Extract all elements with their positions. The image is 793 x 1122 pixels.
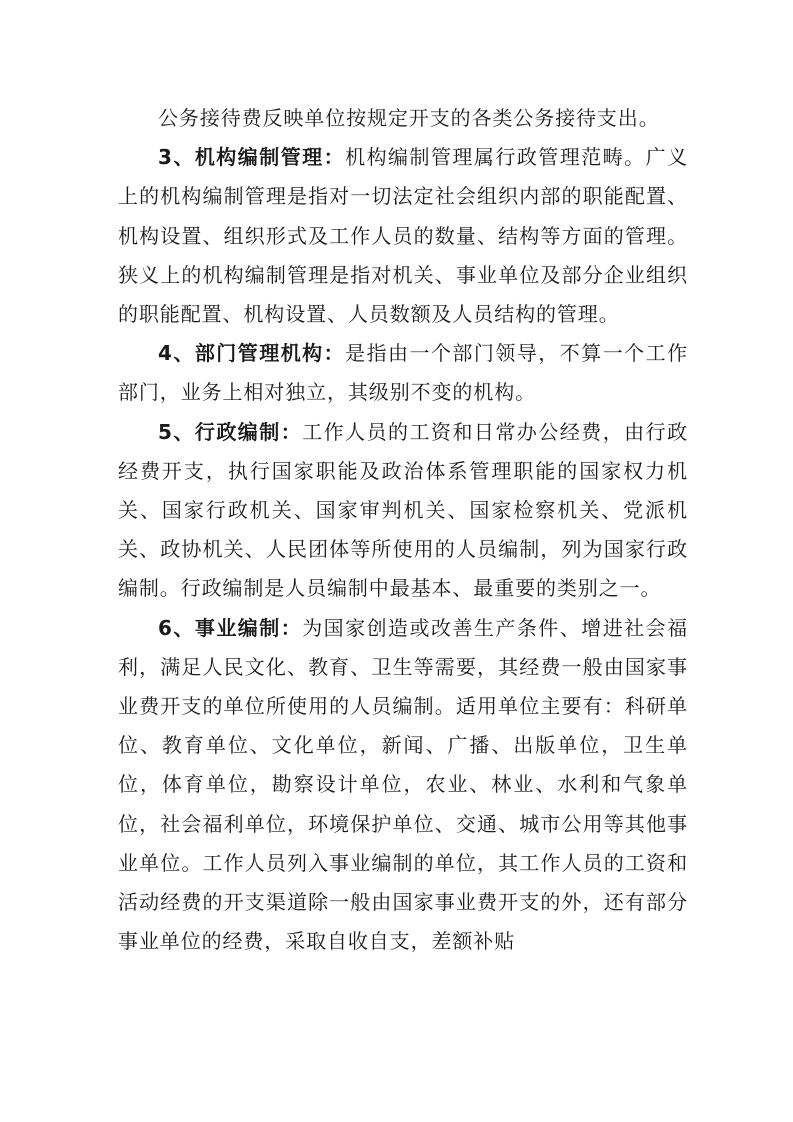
paragraph-heading: 4、部门管理机构：: [158, 341, 346, 366]
paragraph-text: 工作人员的工资和日常办公经费，由行政经费开支，执行国家职能及政治体系管理职能的国家权力机关、国家行政机关、国家审判机关、国家检察机关、党派机关、政协机关、人民团体等所使用的人员编制，列为国家行政编制。行政编制是人员编制中最基本、最重要的类别之一。: [118, 419, 689, 601]
paragraph-text: 为国家创造或改善生产条件、增进社会福利，满足人民文化、教育、卫生等需要，其经费一般由国家事业费开支的单位所使用的人员编制。适用单位主要有：科研单位、教育单位、文化单位，新闻、广播、出版单位，卫生单位，体育单位，勘察设计单位，农业、林业、水利和气象单位，社会福利单位，环境保护单位、交通、城市公用等其他事业单位。工作人员列入事业编制的单位，其工作人员的工资和活动经费的开支渠道除一般由国家事业费开支的外，还有部分事业单位的经费，采取自收自支，差额补贴: [118, 615, 689, 954]
paragraph-department-management-agency: [118, 334, 688, 412]
paragraph-heading: 5、行政编制：: [158, 419, 303, 444]
paragraph-text: 是指由一个部门领导，不算一个工作部门，业务上相对独立，其级别不变的机构。: [118, 341, 688, 405]
paragraph-heading: 6、事业编制：: [158, 615, 303, 640]
paragraph-heading: 3、机构编制管理：: [158, 145, 346, 170]
paragraph-text: 公务接待费反映单位按规定开支的各类公务接待支出。: [158, 106, 660, 130]
paragraph-text: 机构编制管理属行政管理范畴。广义上的机构编制管理是指对一切法定社会组织内部的职能配置、机构设置、组织形式及工作人员的数量、结构等方面的管理。狭义上的机构编制管理是指对机关、事业单位及部分企业组织的职能配置、机构设置、人员数额及人员结构的管理。: [118, 145, 688, 327]
paragraph-administrative-staffing: [118, 413, 688, 609]
paragraph-institutional-staffing: [118, 609, 688, 962]
paragraph-organization-management: [118, 138, 688, 334]
paragraph-public-reception: [118, 99, 688, 138]
document-body: [118, 99, 688, 961]
